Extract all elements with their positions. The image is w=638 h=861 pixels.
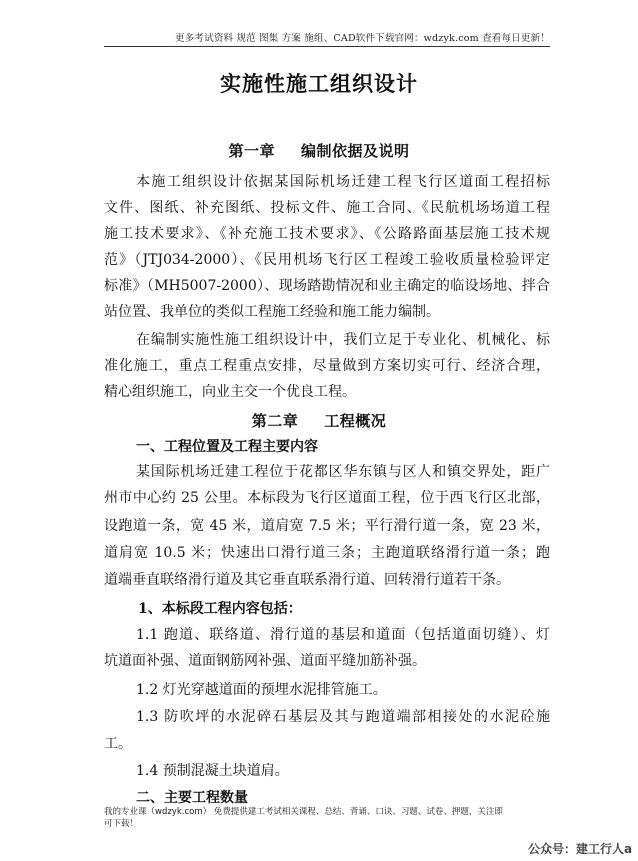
chapter1-number: 第一章 — [228, 142, 275, 160]
item4-line: 1.4 预制混凝土块道肩。 — [136, 763, 289, 779]
ch1-p1-line: 文件、图纸、补充图纸、投标文件、施工合同、《民航机场场道工程 — [104, 200, 550, 216]
chapter1-heading — [0, 140, 638, 161]
ch1-p1-line: 本施工组织设计依据某国际机场迁建工程飞行区道面工程招标 — [136, 174, 550, 190]
ch1-p1-line: 标准》（MH5007-2000）、现场踏勘情况和业主确定的临设场地、拌合 — [104, 278, 550, 294]
item1-line: 1.1 跑道、联络道、滑行道的基层和道面（包括道面切缝）、灯 — [136, 627, 550, 643]
ch2-p1-line: 某国际机场迁建工程位于花都区华东镇与区人和镇交界处，距广 — [136, 464, 550, 480]
footer-line: 我的专业课（wdzyk.com） 免费提供建工考试相关课程、总结、背诵、口诀、习题、试卷、押题，关注即 — [104, 807, 503, 817]
ch2-p1-line: 道肩宽 10.5 米；快速出口滑行道三条；主跑道联络滑行道一条；跑 — [104, 545, 550, 561]
section1-title: 一、工程位置及工程主要内容 — [136, 439, 318, 455]
item1-line: 坑道面补强、道面钢筋网补强、道面平缝加筋补强。 — [104, 653, 426, 669]
chapter2-heading — [0, 410, 638, 431]
footer-line: 可下载！ — [104, 819, 139, 829]
ch2-p1-line: 州市中心约 25 公里。本标段为飞行区道面工程，位于西飞行区北部， — [104, 490, 550, 506]
subsection1-title: 1、本标段工程内容包括： — [138, 601, 302, 617]
document-title: 实施性施工组织设计 — [220, 71, 418, 96]
page-footer — [104, 806, 550, 830]
page-header: 更多考试资料 规范 图集 方案 施组、CAD软件下载官网：wdzyk.com 查看每日更新！ — [175, 33, 550, 44]
ch1-p2-line: 精心组织施工，向业主交一个优良工程。 — [104, 384, 356, 400]
item2-line: 1.2 灯光穿越道面的预埋水泥排管施工。 — [136, 682, 387, 698]
chapter1-title: 编制依据及说明 — [301, 142, 410, 160]
ch1-p1-line: 站位置、我单位的类似工程施工经验和施工能力编制。 — [104, 304, 440, 320]
ch2-p1-line: 设跑道一条，宽 45 米，道肩宽 7.5 米；平行滑行道一条，宽 23 米， — [104, 518, 550, 534]
ch1-p2-line: 准化施工，重点工程重点安排，尽量做到方案切实可行、经济合理， — [104, 358, 550, 374]
chapter2-title: 工程概况 — [324, 412, 387, 430]
ch1-p1-line: 施工技术要求》、《补充施工技术要求》、《公路路面基层施工技术规 — [104, 226, 550, 242]
chapter2-number: 第二章 — [251, 412, 299, 430]
item3-line: 1.3 防吹坪的水泥碎石基层及其与跑道端部相接处的水泥砼施 — [136, 709, 550, 725]
item3-line: 工。 — [104, 736, 132, 752]
ch2-p1-line: 道端垂直联络滑行道及其它垂直联系滑行道、回转滑行道若干条。 — [104, 572, 510, 588]
watermark-text: 公众号：建工行人a — [528, 842, 633, 856]
header-divider — [104, 46, 550, 47]
ch1-p1-line: 范》（JTJ034-2000）、《民用机场飞行区工程竣工验收质量检验评定 — [104, 252, 550, 268]
section2-title: 二、主要工程数量 — [136, 790, 248, 806]
ch1-p2-line: 在编制实施性施工组织设计中，我们立足于专业化、机械化、标 — [136, 332, 550, 348]
